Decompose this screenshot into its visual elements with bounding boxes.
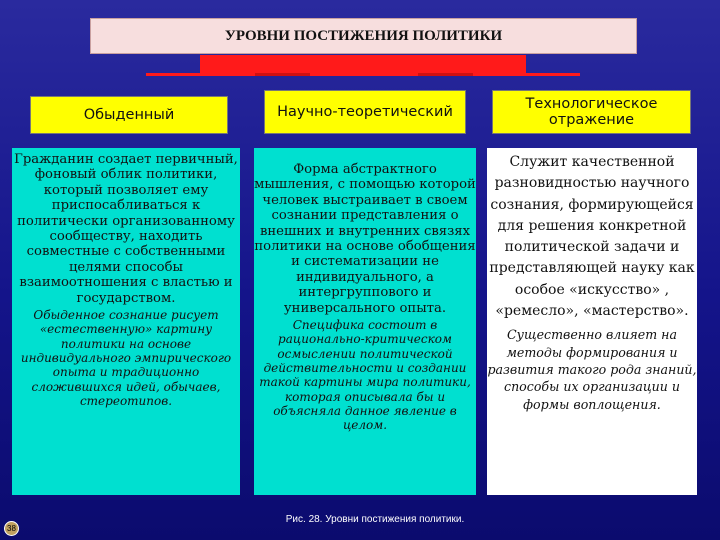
header-technological: Технологическое отражение: [492, 90, 691, 134]
technological-description: Служит качественной разновидностью научного сознания, формирующейся для решения конкретной политической задачи и представляющей науку как особое «искусство» , «ремесло», «мастерство».: [489, 154, 695, 320]
scientific-description: Форма абстрактного мышления, с помощью которой человек выстраивает в своем сознании представления о внешних и внутренних связях политики на основе обобщения и систематизации не индивидуального, а интергруппового и универсального опыта.: [254, 162, 476, 316]
figure-caption: Рис. 28. Уровни постижения политики.: [285, 514, 465, 525]
connector-right: [418, 73, 473, 76]
everyday-description: Гражданин создает первичный, фоновый облик политики, который позволяет ему приспосабливаться к политически организованному сообществу, находить совместные с собственными целями способы взаимоотношения с властью и государством.: [14, 152, 238, 306]
header-everyday: Обыденный: [30, 96, 228, 134]
scientific-specifics: Специфика состоит в рационально-критическом осмыслении политической действительности и создании такой картины мира политики, которая описывала бы и объясняла данное явление в целом.: [259, 318, 471, 433]
box-scientific: [254, 148, 476, 495]
header-scientific: Научно-теоретический: [264, 90, 466, 134]
title-accent-line: [146, 73, 580, 76]
page-number-badge: 38: [4, 521, 19, 536]
connector-left: [255, 73, 310, 76]
title-accent-bar: [200, 55, 526, 73]
box-technological: [487, 148, 697, 495]
technological-specifics: Существенно влияет на методы формирования и развития такого рода знаний, способы их организации и формы воплощения.: [487, 327, 697, 412]
slide-title: УРОВНИ ПОСТИЖЕНИЯ ПОЛИТИКИ: [90, 18, 637, 54]
box-everyday: [12, 148, 240, 495]
everyday-specifics: Обыденное сознание рисует «естественную» картину политики на основе индивидуального эмпирического опыта и традиционно сложившихся идей, обычаев, стереотипов.: [20, 308, 232, 408]
